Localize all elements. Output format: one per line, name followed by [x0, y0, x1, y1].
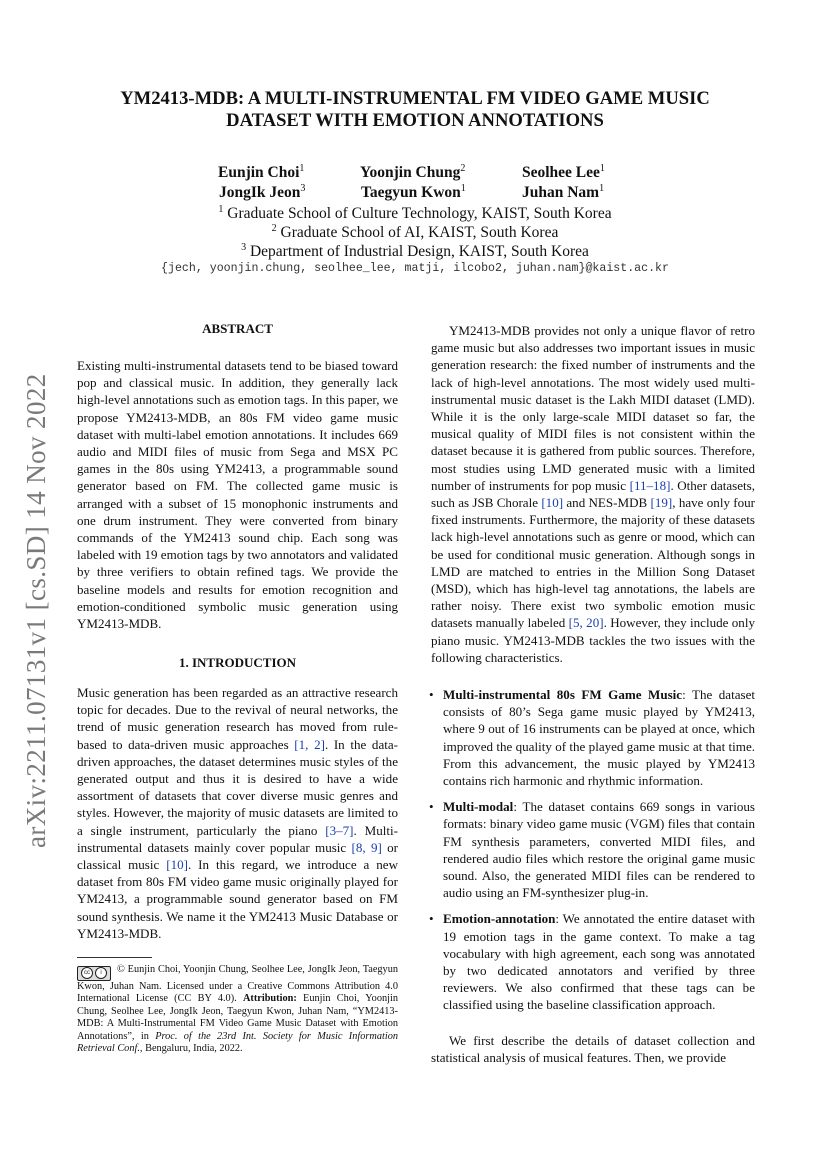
bullet-icon: • [429, 799, 434, 815]
citation-link[interactable]: [5, 20] [568, 615, 604, 631]
author-6: Juhan Nam$^1$ [522, 183, 605, 201]
characteristics-list [431, 686, 755, 1023]
title-line-2: DATASET WITH EMOTION ANNOTATIONS [226, 110, 604, 131]
bullet-icon: • [429, 911, 434, 927]
introduction-paragraph: Music generation has been regarded as an attractive research topic for decades. Due to the revival of neural networks, the trend of music generation research has moved from rule-based to data-driven music approaches [1, 2]. In the data-driven approaches, the dataset determines music styles of the generated output and thus it is desired to have a wide assortment of datasets that cover diverse music genres and styles. However, the majority of music datasets are limited to a single instrument, particularly the piano [3–7]. Multi-instrumental datasets mainly cover popular music [8, 9] or classical music [10]. In this regard, we introduce a new dataset from 80s FM video game music originally played for YM2413, a programmable sound generator based on FM sound synthesis. We name it the YM2413 Music Database or YM2413-MDB. [77, 685, 399, 941]
affiliation-1: $^1$ Graduate School of Culture Technology, KAIST, South Korea [218, 204, 612, 222]
title-line-1: YM2413-MDB: A MULTI-INSTRUMENTAL FM VIDEO GAME MUSIC [120, 88, 710, 109]
author-emails: {jech, yoonjin.chung, seolhee_lee, matji, ilcobo2, juhan.nam}@kaist.ac.kr [161, 262, 669, 275]
affiliation-3: $^3$ Department of Industrial Design, KAIST, South Korea [241, 242, 589, 260]
affiliation-2: $^2$ Graduate School of AI, KAIST, South Korea [271, 223, 559, 241]
introduction-body [77, 684, 398, 942]
author-1: Eunjin Choi$^1$ [218, 163, 305, 181]
author-5: Taegyun Kwon$^1$ [361, 183, 466, 201]
citation-link[interactable]: [11–18] [629, 477, 671, 493]
footnote-rule [77, 957, 152, 958]
bullet-icon: • [429, 687, 434, 702]
list-item: • Multi-modal: The dataset contains 669 songs in various formats: binary video game music (VGM) files that contain FM synthesis parameters, converted MIDI files, and rendered audio files which restore the original game music sound. Also, the generated MIDI files can be rendered to audio using an FM-synthesizer plug-in. [429, 799, 755, 901]
arxiv-stamp [10, 360, 56, 850]
author-4: JongIk Jeon$^3$ [219, 183, 306, 201]
author-2: Yoonjin Chung$^2$ [360, 163, 466, 181]
abstract-heading: ABSTRACT [202, 321, 273, 336]
paper-title [60, 88, 770, 132]
arxiv-identifier: arXiv:2211.07131v1 [cs.SD] 14 Nov 2022 [21, 373, 51, 848]
citation-link[interactable]: [8, 9] [351, 839, 382, 855]
list-item: • Emotion-annotation: We annotated the entire dataset with 19 emotion tags in the game context. To make a tag vocabulary with high agreement, each song was annotated by two dedicated annotators and verified by three reviewers. We also confirmed that these tags can be classified using the baseline classification approach. [429, 911, 755, 1013]
citation-link[interactable]: [3–7] [325, 822, 354, 838]
right-column-paragraph: YM2413-MDB provides not only a unique flavor of retro game music but also addresses two important issues in music generation research: the fixed number of instruments and the lack of high-level annotations. The most widely used multi-instrumental music dataset is the Lakh MIDI dataset (LMD). While it is the only large-scale MIDI dataset so far, the musical quality of MIDI files is not consistent within the dataset because it is gathered from public sources. Therefore, most studies using LMD generated music with a limited number of instruments for pop music [11–18]. Other datasets, such as JSB Chorale [10] and NES-MDB [19], have only four fixed instruments. Furthermore, the majority of these datasets lack high-level annotations such as genre or mood, which can be used for conditional music generation. Although songs in LMD are matched to entries in the Million Song Dataset (MSD), which has high-level tag annotations, the labels are rather noisy. There exist two symbolic emotion music datasets manually labeled [5, 20]. However, they include only piano music. YM2413-MDB tackles the two issues with the following characteristics. [431, 323, 756, 665]
author-3: Seolhee Lee$^1$ [522, 163, 605, 181]
abstract-body [77, 357, 398, 632]
citation-link[interactable]: [19] [650, 495, 673, 511]
citation-link[interactable]: [1, 2] [294, 736, 325, 752]
citation-link[interactable]: [10] [541, 495, 564, 511]
introduction-heading: 1. INTRODUCTION [178, 655, 296, 670]
license-footnote: cc i © Eunjin Choi, Yoonjin Chung, Seolhee Lee, JongIk Jeon, Taegyun Kwon, Juhan Nam. Licensed under a Creative Commons Attribution 4.0 International License (CC BY 4.0). Attribution: Eunjin Choi, Yoonjin Chung, Seolhee Lee, JongIk Jeon, Taegyun Kwon, Juhan Nam, “YM2413-MDB: A Multi-Instrumental FM Video Game Music Dataset with Emotion Annotations”, in Proc. of the 23rd Int. Society for Music Information Retrieval Conf., Bengaluru, India, 2022. [77, 964, 398, 1055]
closing-paragraph: We first describe the details of dataset collection and statistical analysis of musical features. Then, we provide [431, 1033, 755, 1066]
abstract-text: Existing multi-instrumental datasets tend to be biased toward pop and classical music. In addition, they generally lack high-level annotations such as emotion tags. In this paper, we propose YM2413-MDB, an 80s FM video game music dataset with multi-label emotion annotations. It includes 669 audio and MIDI files of music from Sega and MSX PC games in the 80s using YM2413, a programmable sound generator based on FM. The collected game music is arranged with a subset of 15 monophonic instruments and one drum instrument. They were converted from binary commands of the YM2413 sound chip. Each song was labeled with 19 emotion tags by two annotators and validated by three verifiers to obtain refined tags. We provide the baseline models and results for emotion recognition and emotion-conditioned symbolic music generation using YM2413-MDB. [77, 358, 398, 632]
list-item: • Multi-instrumental 80s FM Game Music: The dataset consists of 80’s Sega game music played by YM2413, where 9 out of 16 instruments can be played at once, which improved the quality of the played game music at that time. From this advancement, the music played by YM2413 contains rich harmonic and rhythmic information. [429, 687, 755, 789]
citation-link[interactable]: [10] [166, 857, 188, 873]
cc-by-license-icon: cc i [77, 966, 111, 981]
